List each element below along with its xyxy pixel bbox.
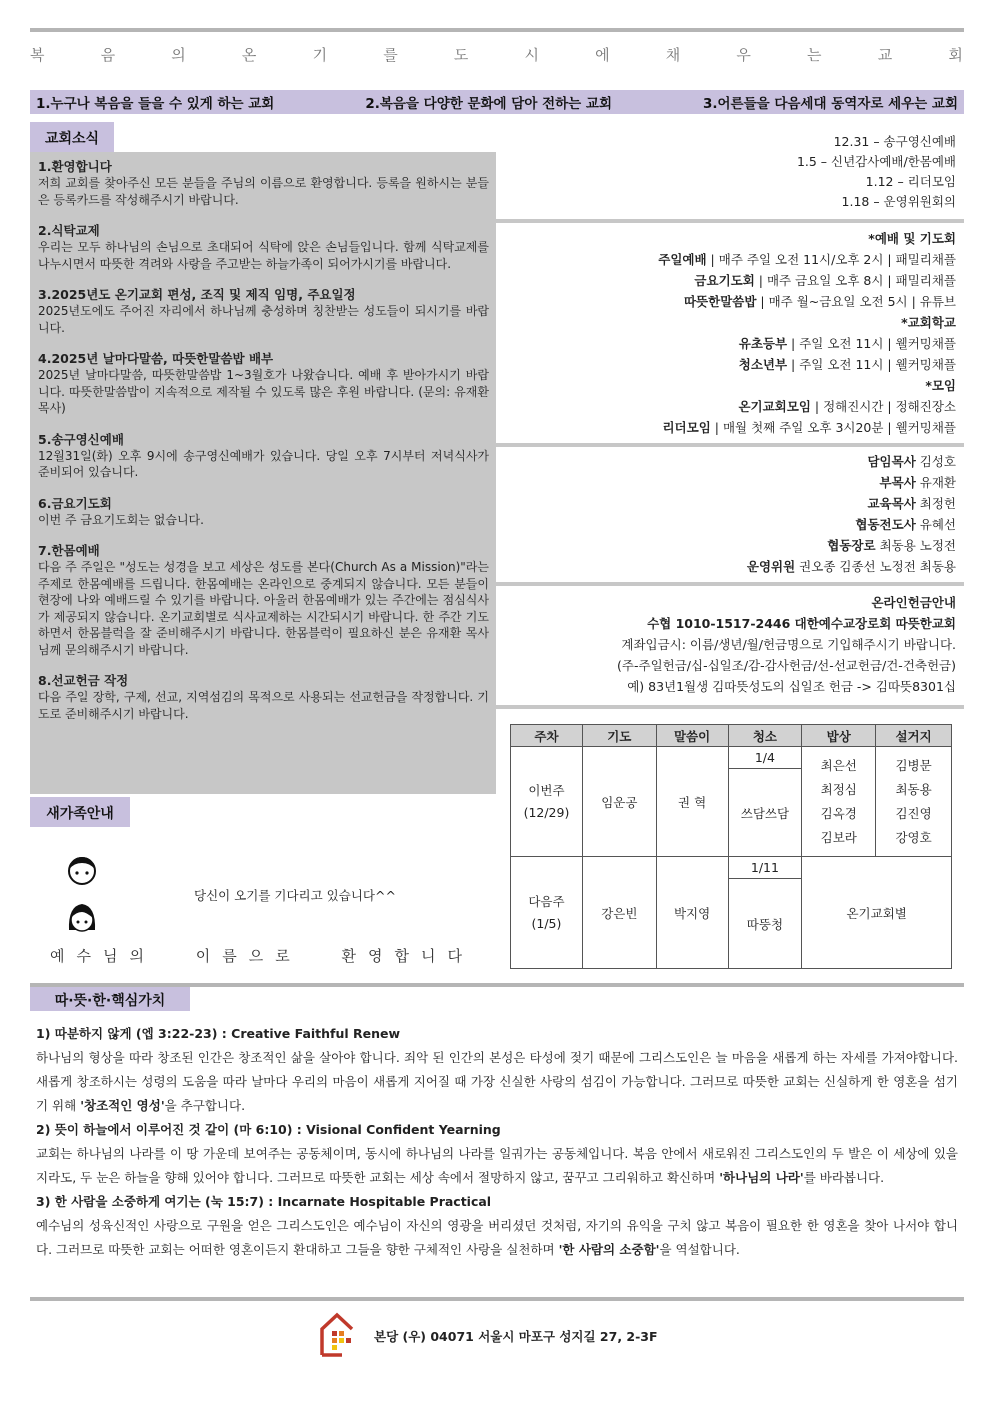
offering-line: (주-주일헌금/십-십일조/감-감사헌금/선-선교헌금/건-건축헌금) bbox=[617, 658, 956, 673]
vision-1: 1.누구나 복음을 들을 수 있게 하는 교회 bbox=[36, 96, 275, 112]
news-item-body: 12월31일(화) 오후 9시에 송구영신예배가 있습니다. 당일 오후 7시부터 저녁식사가 준비되어 있습니다. bbox=[38, 448, 489, 479]
staff-names: 권오종 김종선 노정전 최동용 bbox=[799, 559, 956, 574]
value-text: 를 바라봅니다. bbox=[803, 1170, 885, 1185]
worship-detail: 매주 금요일 오후 8시 | 패밀리채플 bbox=[766, 273, 956, 288]
prayer-cell: 임운공 bbox=[582, 747, 656, 857]
news-panel bbox=[30, 152, 496, 794]
vision-3: 3.어른들을 다음세대 동역자로 세우는 교회 bbox=[702, 96, 958, 112]
staff-role: 협동장로 bbox=[827, 538, 876, 553]
man-icon bbox=[66, 853, 98, 887]
staff-row bbox=[500, 472, 956, 493]
week-cell: 이번주 (12/29) bbox=[511, 747, 583, 857]
table-row bbox=[511, 747, 952, 769]
value-text: 교회는 하나님의 나라를 이 땅 가운데 보여주는 공동체이며, 동시에 하나님의 나라를 일궈가는 공동체입니다. 복음 안에서 새로워진 그리스도인의 두 발은 이 세상에 있을 지라도, 두 눈은 하늘을 향해 있어야 합니다. 그러므로 따뜻한 교회는 세상 속에서 절망하지 않고, 꿈꾸고 그리워하고 확신하며 bbox=[36, 1146, 958, 1185]
schedule-item: 12.31 – 송구영신예배 bbox=[833, 134, 956, 149]
worship-row: 따뜻한말씀밥 | 매주 월~금요일 오전 5시 | 유튜브 bbox=[683, 294, 956, 309]
staff-row bbox=[500, 535, 956, 556]
newcomers-tag: 새가족안내 bbox=[30, 797, 130, 827]
slogan-char: 도 bbox=[453, 46, 470, 64]
duty-table bbox=[510, 724, 952, 969]
staff-role: 운영위원 bbox=[746, 559, 796, 574]
worship-heading: *예배 및 기도회 bbox=[868, 231, 956, 246]
staff-names: 유혜선 bbox=[919, 517, 956, 532]
staff-row bbox=[500, 556, 956, 577]
value-text: 을 추구합니다. bbox=[164, 1098, 246, 1113]
dish-cell: 김병문 최동용 김진영 강영호 bbox=[876, 747, 952, 857]
word-cell: 박지영 bbox=[656, 857, 728, 969]
table-header-row bbox=[511, 725, 952, 747]
worship-row: 청소년부 | 주일 오전 11시 | 웰커밍채플 bbox=[738, 357, 956, 372]
slogan-char: 기 bbox=[312, 46, 329, 64]
news-item-title: 1.환영합니다 bbox=[38, 159, 112, 174]
worship-name: 리더모임 bbox=[662, 420, 711, 435]
worship-row: 리더모임 | 매월 첫째 주일 오후 3시20분 | 웰커밍채플 bbox=[662, 420, 956, 435]
offering-account: 수협 1010-1517-2446 대한예수교장로회 따뜻한교회 bbox=[647, 616, 956, 631]
clean-date-cell: 1/4 bbox=[728, 747, 802, 769]
worship-row: 금요기도회 | 매주 금요일 오후 8시 | 패밀리채플 bbox=[694, 273, 956, 288]
news-item-body: 우리는 모두 하나님의 손님으로 초대되어 식탁에 앉은 손님들입니다. 함께 식탁교제를 나누시면서 따뜻한 격려와 사랑을 주고받는 하늘가족이 되어가시기를 바랍니다. bbox=[38, 240, 489, 271]
news-item-title: 8.선교헌금 작정 bbox=[38, 673, 129, 688]
value-title: 1) 따분하지 않게 (엡 3:22-23) : Creative Faithful Renew bbox=[36, 1026, 401, 1041]
news-item-body: 2025년 날마다말씀, 따뜻한말씀밥 1~3월호가 나왔습니다. 예배 후 받아가시기 바랍니다. 따뜻한말씀밥이 지속적으로 제작될 수 있도록 많은 후원 바랍니다. (문의: 유재환 목사) bbox=[38, 368, 489, 415]
values-tag: 따·뜻·한·핵심가치 bbox=[30, 987, 190, 1011]
news-item bbox=[38, 672, 489, 722]
value-text: 을 역설합니다. bbox=[659, 1242, 740, 1257]
schedule-item: 1.5 – 신년감사예배/한몸예배 bbox=[796, 154, 956, 169]
slogan-char: 음 bbox=[100, 46, 117, 64]
welcome-word: 환영합니다 bbox=[341, 947, 474, 965]
worship-name: 따뜻한말씀밥 bbox=[683, 294, 757, 309]
woman-icon bbox=[66, 900, 98, 936]
top-rule bbox=[30, 28, 964, 32]
news-item-title: 2.식탁교제 bbox=[38, 223, 100, 238]
welcome-word: 예수님의 bbox=[50, 947, 156, 965]
offering-title: 온라인헌금안내 bbox=[871, 595, 956, 610]
slogan-char: 를 bbox=[383, 46, 399, 64]
value-body bbox=[36, 1142, 958, 1190]
value-emphasis: '한 사람의 소중함' bbox=[558, 1242, 660, 1257]
worship-detail: 매주 주일 오전 11시/오후 2시 | 패밀리채플 bbox=[718, 252, 956, 267]
col-header: 기도 bbox=[582, 725, 656, 747]
news-item bbox=[38, 542, 489, 658]
worship-row: 온기교회모임 | 정해진시간 | 정해진장소 bbox=[738, 399, 956, 414]
staff-names: 김성호 bbox=[919, 454, 956, 469]
worship-heading: *교회학교 bbox=[901, 315, 956, 330]
offering-line: 예) 83년1월생 김따뜻성도의 십일조 헌금 -> 김따뜻8301십 bbox=[627, 679, 956, 694]
staff-row bbox=[500, 451, 956, 472]
worship-name: 청소년부 bbox=[738, 357, 788, 372]
news-item-title: 4.2025년 날마다말씀, 따뜻한말씀밥 배부 bbox=[38, 351, 274, 366]
staff-names: 유재환 bbox=[919, 475, 956, 490]
staff-names: 최동용 노정전 bbox=[879, 538, 956, 553]
news-item-body: 다음 주일 장학, 구제, 선교, 지역섬김의 목적으로 사용되는 선교헌금을 작정합니다. 기도로 준비해주시기 바랍니다. bbox=[38, 690, 489, 721]
worship-detail: 매주 월~금요일 오전 5시 | 유튜브 bbox=[768, 294, 956, 309]
col-header: 청소 bbox=[728, 725, 802, 747]
meal-cell: 최은선 최정심 김옥경 김보라 bbox=[802, 747, 876, 857]
slogan-char: 시 bbox=[524, 46, 540, 64]
value-text: 하나님의 형상을 따라 창조된 인간은 창조적인 삶을 살아야 합니다. 죄악 된 인간의 본성은 타성에 젖기 때문에 그리스도인은 늘 마음을 새롭게 하는 자세를 가져야합니다. 새롭게 창조하시는 성령의 도움을 따라 날마다 우리의 마음이 새롭게 지어질 때 가장 신실한 사랑의 섬김이 가능합니다. 그러므로 따뜻한 교회는 신실하게 한 영혼을 섬기기 위해 bbox=[36, 1050, 958, 1113]
separator bbox=[496, 219, 964, 223]
worship-name: 온기교회모임 bbox=[738, 399, 811, 414]
footer-address: 본당 (우) 04071 서울시 마포구 성지길 27, 2-3F bbox=[374, 1329, 658, 1344]
value-title: 2) 뜻이 하늘에서 이루어진 것 같이 (마 6:10) : Visional Confident Yearning bbox=[36, 1122, 501, 1137]
news-item bbox=[38, 431, 489, 481]
slogan-char: 채 bbox=[665, 46, 682, 64]
value-title: 3) 한 사람을 소중하게 여기는 (눅 15:7) : Incarnate Hospitable Practical bbox=[36, 1194, 492, 1209]
worship-heading: *모임 bbox=[925, 378, 956, 393]
welcome-line bbox=[50, 945, 474, 966]
vision-2: 2.복음을 다양한 문화에 담아 전하는 교회 bbox=[365, 96, 612, 112]
col-header: 말씀이 bbox=[656, 725, 728, 747]
news-item-body: 2025년도에도 주어진 자리에서 하나님께 충성하며 칭찬받는 성도들이 되시기를 바랍니다. bbox=[38, 304, 489, 335]
news-item bbox=[38, 350, 489, 417]
church-logo-icon bbox=[318, 1311, 356, 1357]
worship-detail: 매월 첫째 주일 오후 3시20분 | 웰커밍채플 bbox=[722, 420, 956, 435]
offering-info bbox=[500, 592, 964, 697]
clean-cell: 쓰담쓰담 bbox=[728, 769, 802, 857]
news-item bbox=[38, 495, 489, 529]
staff-row bbox=[500, 514, 956, 535]
value-emphasis: '하나님의 나라' bbox=[719, 1170, 804, 1185]
staff-names: 최정헌 bbox=[919, 496, 956, 511]
news-tag: 교회소식 bbox=[30, 122, 114, 152]
schedule-list bbox=[500, 132, 964, 212]
news-item-title: 6.금요기도회 bbox=[38, 495, 112, 511]
worship-detail: 주일 오전 11시 | 웰커밍채플 bbox=[799, 336, 956, 351]
value-emphasis: '창조적인 영성' bbox=[80, 1098, 165, 1113]
slogan-char: 온 bbox=[241, 46, 258, 64]
slogan-char: 는 bbox=[807, 46, 823, 64]
worship-info bbox=[500, 228, 964, 438]
news-item-title: 3.2025년도 온기교회 편성, 조직 및 제직 임명, 주요일정 bbox=[38, 287, 356, 302]
col-header: 밥상 bbox=[802, 725, 876, 747]
col-header: 주차 bbox=[511, 725, 583, 747]
vision-bar bbox=[30, 90, 964, 114]
staff-list bbox=[500, 451, 964, 577]
news-item-title: 5.송구영신예배 bbox=[38, 431, 124, 447]
offering-line: 계좌입금시: 이름/생년/월/헌금명으로 기입해주시기 바랍니다. bbox=[621, 637, 956, 652]
col-header: 설거지 bbox=[876, 725, 952, 747]
worship-row: 주일예배 | 매주 주일 오전 11시/오후 2시 | 패밀리채플 bbox=[658, 252, 956, 267]
separator bbox=[496, 705, 964, 709]
news-item-body: 다음 주 주일은 "성도는 성경을 보고 세상은 성도를 본다(Church As a Mission)"라는 주제로 한몸예배를 드립니다. 한몸예배는 온라인으로 중계되지 않습니다. 모든 분들이 현장에 나와 예배드릴 수 있기를 바랍니다. 아울러 한몸예배가 있는 주간에는 점심식사가 제공되지 않습니다. 온기교회별로 식사교제하는 시간되시기 바랍니다. 한 주간 기도하면서 한몸블럭을 잘 준비해주시기 바랍니다. 한몸블럭이 필요하신 분은 유재환 목사님께 문의해주시기 바랍니다. bbox=[38, 560, 489, 657]
value-text: 예수님의 성육신적인 사랑으로 구원을 얻은 그리스도인은 예수님이 자신의 영광을 버리셨던 것처럼, 자기의 유익을 구치 않고 복음이 필요한 한 영혼을 찾아 나서야 합니다. 그러므로 따뜻한 교회는 어떠한 영혼이든지 환대하고 그들을 향한 구체적인 사랑을 실천하며 bbox=[36, 1218, 958, 1257]
worship-detail: 정해진시간 | 정해진장소 bbox=[823, 399, 956, 414]
word-cell: 권 혁 bbox=[656, 747, 728, 857]
news-item-body: 저희 교회를 찾아주신 모든 분들을 주님의 이름으로 환영합니다. 등록을 원하시는 분들은 등록카드를 작성해주시기 바랍니다. bbox=[38, 176, 489, 207]
slogan-char: 교 bbox=[877, 46, 894, 64]
newcomers-message: 당신이 오기를 기다리고 있습니다^^ bbox=[194, 888, 396, 903]
welcome-word: 이름으로 bbox=[195, 947, 302, 965]
staff-role: 교육목사 bbox=[867, 496, 916, 511]
core-values bbox=[36, 1022, 958, 1262]
slogan-char: 복 bbox=[30, 46, 46, 64]
separator bbox=[496, 582, 964, 586]
news-item-body: 이번 주 금요기도회는 없습니다. bbox=[38, 512, 204, 527]
worship-detail: 주일 오전 11시 | 웰커밍채플 bbox=[799, 357, 956, 372]
value-body bbox=[36, 1214, 958, 1262]
news-item bbox=[38, 158, 489, 208]
schedule-item: 1.18 – 운영위원회의 bbox=[841, 194, 956, 209]
separator bbox=[496, 443, 964, 447]
value-body bbox=[36, 1046, 958, 1118]
clean-date-cell: 1/11 bbox=[728, 857, 802, 879]
staff-role: 부목사 bbox=[879, 475, 916, 490]
table-row bbox=[511, 857, 952, 879]
slogan-char: 우 bbox=[736, 46, 752, 64]
slogan bbox=[30, 44, 964, 65]
staff-role: 협동전도사 bbox=[855, 517, 916, 532]
slogan-char: 에 bbox=[595, 46, 611, 64]
slogan-char: 회 bbox=[948, 46, 964, 64]
news-item bbox=[38, 222, 489, 272]
worship-name: 주일예배 bbox=[658, 252, 707, 267]
news-item bbox=[38, 286, 489, 336]
slogan-char: 의 bbox=[171, 46, 187, 64]
schedule-item: 1.12 – 리더모임 bbox=[865, 174, 956, 189]
prayer-cell: 강은빈 bbox=[582, 857, 656, 969]
worship-row: 유초등부 | 주일 오전 11시 | 웰커밍채플 bbox=[738, 336, 956, 351]
worship-name: 금요기도회 bbox=[694, 273, 755, 288]
meal-dish-cell: 온기교회별 bbox=[802, 857, 952, 969]
worship-name: 유초등부 bbox=[738, 336, 788, 351]
staff-role: 담임목사 bbox=[867, 454, 916, 469]
clean-cell: 따뚱청 bbox=[728, 879, 802, 969]
bottom-rule bbox=[30, 1297, 964, 1301]
news-item-title: 7.한몸예배 bbox=[38, 543, 100, 558]
week-cell: 다음주 (1/5) bbox=[511, 857, 583, 969]
staff-row bbox=[500, 493, 956, 514]
